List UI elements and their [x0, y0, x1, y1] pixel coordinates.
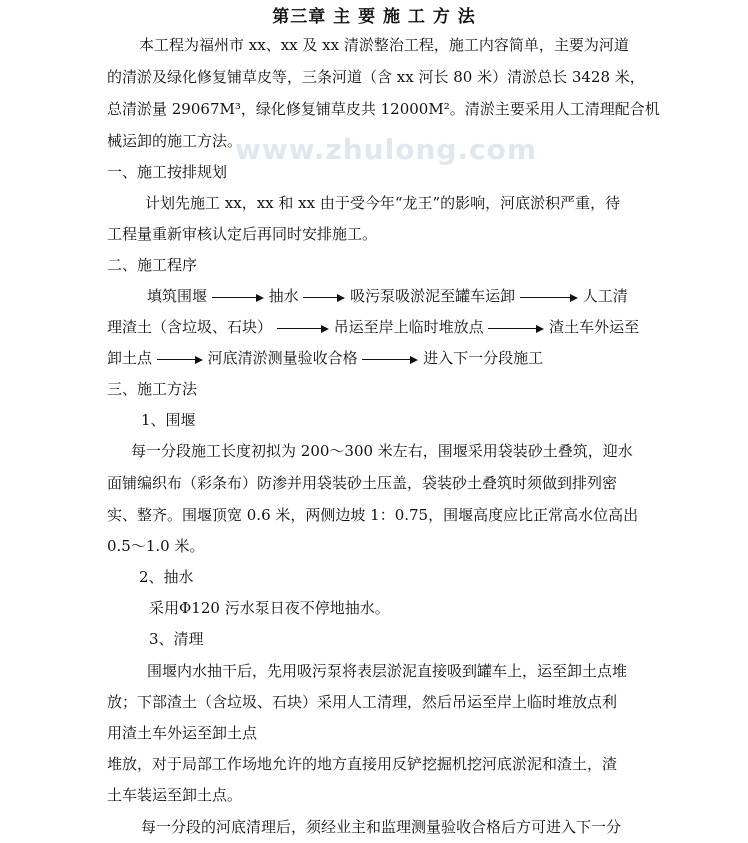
flow-step-debris: 理渣土（含垃圾、石块）	[107, 318, 273, 336]
flow-step-suction: 吸污泵吸淤泥至罐车运卸	[350, 287, 516, 305]
intro-line-1: 本工程为福州市 xx、xx 及 xx 清淤整治工程，施工内容简单，主要为河道	[139, 36, 629, 54]
sub3-heading: 3、清理	[149, 630, 204, 648]
section3-heading: 三、施工方法	[107, 380, 198, 398]
sub2-line-1: 采用Φ120 污水泵日夜不停地抽水。	[149, 599, 390, 617]
sub3-line-4: 堆放，对于局部工作场地允许的地方直接用反铲挖掘机挖河底淤泥和渣土，渣	[107, 755, 618, 773]
flow-arrow-icon	[520, 285, 578, 307]
flow-step-cofferdam: 填筑围堰	[147, 287, 208, 305]
flow-step-transport: 渣土车外运至	[549, 318, 640, 336]
flow-arrow-icon	[488, 316, 544, 338]
sub3-line-2: 放；下部渣土（含垃圾、石块）采用人工清理，然后吊运至岸上临时堆放点利	[107, 693, 618, 711]
flow-arrow-icon	[303, 285, 345, 307]
flow-step-dump: 卸土点	[107, 349, 153, 367]
chapter-title: 第三章 主 要 施 工 方 法	[272, 7, 476, 27]
flow-step-acceptance: 河底清淤测量验收合格	[207, 349, 358, 367]
sub3-line-1: 围堰内水抽干后，先用吸污泵将表层淤泥直接吸到罐车上，运至卸土点堆	[147, 662, 628, 680]
sub1-line-3: 实、整齐。围堰顶宽 0.6 米，两侧边坡 1：0.75，围堰高度应比正常高水位高出	[107, 506, 639, 524]
flow-arrow-icon	[212, 285, 264, 307]
section1-line-1: 计划先施工 xx，xx 和 xx 由于受今年“龙王”的影响，河底淤积严重，待	[145, 194, 621, 212]
flow-step-manual: 人工清	[582, 287, 628, 305]
sub3-line-6: 每一分段的河底清理后，须经业主和监理测量验收合格后方可进入下一分	[141, 818, 622, 836]
section2-heading: 二、施工程序	[107, 256, 198, 274]
flow-row-1	[147, 285, 663, 307]
sub1-line-2: 面铺编织布（彩条布）防渗并用袋装砂土压盖，袋装砂土叠筑时须做到排列密	[107, 474, 618, 492]
intro-line-3: 总清淤量 29067M³，绿化修复铺草皮共 12000M²。清淤主要采用人工清理配合机	[107, 100, 660, 118]
sub1-heading: 1、围堰	[141, 411, 196, 429]
watermark: www.zhulong.com	[235, 133, 538, 166]
flow-step-next: 进入下一分段施工	[423, 349, 544, 367]
sub3-line-5: 土车装运至卸土点。	[107, 786, 243, 804]
sub1-line-4: 0.5～1.0 米。	[107, 537, 205, 555]
flow-arrow-icon	[157, 347, 203, 369]
flow-arrow-icon	[362, 347, 418, 369]
flow-row-2	[107, 316, 663, 338]
sub3-line-3: 用渣土车外运至卸土点	[107, 724, 258, 742]
flow-arrow-icon	[277, 316, 329, 338]
intro-line-4: 械运卸的施工方法。	[107, 132, 243, 150]
sub2-heading: 2、抽水	[139, 568, 194, 586]
sub1-line-1: 每一分段施工长度初拟为 200～300 米左右，围堰采用袋装砂土叠筑，迎水	[131, 442, 633, 460]
flow-step-pumping: 抽水	[268, 287, 299, 305]
flow-step-hoist: 吊运至岸上临时堆放点	[333, 318, 484, 336]
flow-row-3	[107, 347, 663, 369]
section1-line-2: 工程量重新审核认定后再同时安排施工。	[107, 225, 378, 243]
section1-heading: 一、施工按排规划	[107, 163, 228, 181]
intro-line-2: 的清淤及绿化修复铺草皮等，三条河道（含 xx 河长 80 米）清淤总长 3428 米，	[107, 68, 645, 86]
